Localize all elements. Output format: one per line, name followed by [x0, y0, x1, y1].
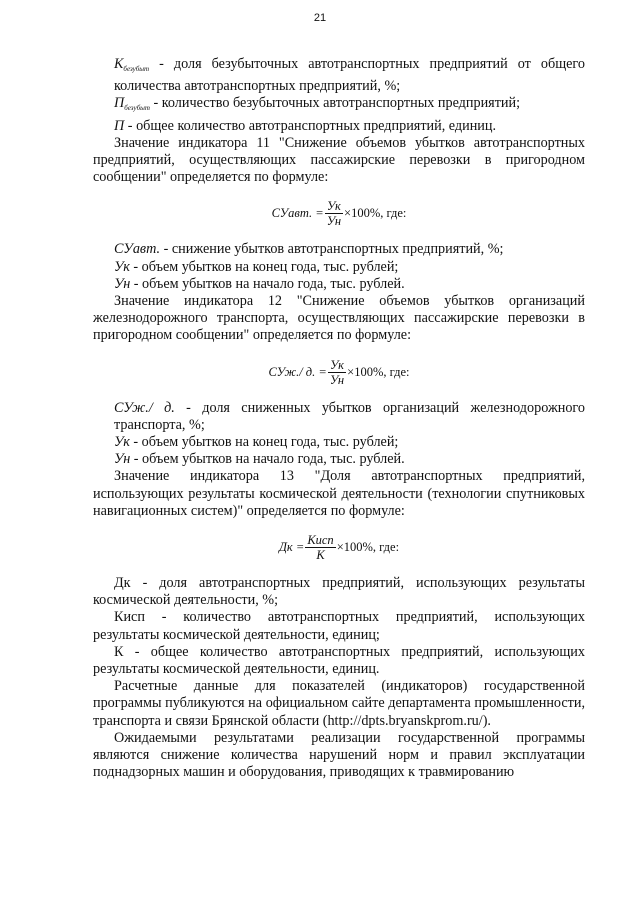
definition-text: - объем убытков на начало года, тыс. рублей.: [130, 275, 405, 292]
def-dk: Дк - доля автотранспортных предприятий, использующих результаты космической деятельности, %;: [93, 575, 585, 609]
formula-tail: , где:: [380, 206, 407, 221]
symbol-subscript: безубыт: [123, 65, 150, 73]
formula-fraction: [305, 533, 335, 562]
symbol: Ун: [114, 451, 131, 468]
indicator-13-paragraph: Значение индикатора 13 "Доля автотранспортных предприятий, использующих результаты космической деятельности (технологии спутниковых навигационных систем)" определяется по формуле:: [93, 468, 585, 519]
symbol: СУавт.: [114, 241, 161, 258]
formula-indicator-12: [93, 358, 585, 387]
definition-text: - объем убытков на начало года, тыс. рублей.: [130, 451, 405, 468]
symbol: П: [114, 95, 125, 112]
def-uk: [93, 434, 585, 451]
indicator-12-paragraph: Значение индикатора 12 "Снижение объемов убытков организаций железнодорожного транспорта, осуществляющих пассажирские перевозки в пригородном сообщении" определяется по формуле:: [93, 293, 585, 344]
expected-results-paragraph: Ожидаемыми результатами реализации государственной программы являются снижение количества нарушений норм и правил эксплуатации поднадзорных машин и оборудования, приводящих к травмированию: [93, 729, 585, 781]
definition-text: - количество безубыточных автотранспортных предприятий;: [149, 95, 521, 112]
formula-lhs: Дк =: [278, 539, 305, 554]
formula-numerator: Кисп: [307, 533, 334, 548]
definition-text: - доля сниженных убытков организаций железнодорожного транспорта, %;: [114, 399, 585, 433]
formula-denominator: Ун: [326, 214, 342, 229]
def-kisp: Кисп - количество автотранспортных предприятий, использующих результаты космической деятельности, единиц;: [93, 609, 585, 643]
definition-text: - снижение убытков автотранспортных предприятий, %;: [160, 241, 504, 258]
symbol: Ук: [114, 434, 130, 451]
formula-numerator: Ук: [330, 357, 344, 372]
formula-fraction: [328, 358, 346, 387]
symbol: К: [114, 56, 124, 72]
symbol: Ун: [114, 275, 131, 292]
formula-tail: , где:: [383, 364, 410, 379]
formula-denominator: Ун: [329, 372, 345, 387]
indicator-11-paragraph: Значение индикатора 11 "Снижение объемов убытков автотранспортных предприятий, осуществляющих пассажирские перевозки в пригородном сообщении" определяется по формуле:: [93, 134, 585, 186]
symbol: П: [114, 117, 125, 134]
symbol-subscript: безубыт: [124, 104, 150, 113]
def-su-avt: [93, 241, 585, 258]
def-un: [93, 451, 585, 468]
formula-indicator-11: [93, 199, 585, 228]
formula-numerator: Ук: [326, 199, 341, 214]
formula-fraction: [325, 199, 343, 228]
formula-rhs: ×100%: [344, 206, 381, 221]
document-body: [93, 56, 585, 782]
symbol: СУж./ д.: [114, 399, 175, 416]
symbol: Ук: [114, 258, 130, 275]
def-p-bezubyt: [93, 95, 585, 117]
def-su-zhd: [93, 400, 585, 434]
page-number: 21: [313, 12, 327, 24]
def-un: [93, 276, 585, 293]
formula-rhs: ×100%: [347, 364, 384, 379]
def-k-bezubyt: [93, 56, 585, 95]
definition-text: - доля безубыточных автотранспортных предприятий от общего количества автотранспортных предприятий, %;: [114, 56, 585, 95]
def-uk: [93, 259, 585, 276]
formula-indicator-13: [93, 533, 585, 562]
definition-text: - объем убытков на конец года, тыс. рублей;: [129, 434, 399, 451]
formula-lhs: СУавт. =: [271, 206, 324, 221]
formula-rhs: ×100%: [336, 539, 373, 554]
definition-text: - объем убытков на конец года, тыс. рублей;: [129, 258, 399, 275]
def-p-total: [93, 118, 585, 135]
formula-lhs: СУж./ д. =: [268, 364, 327, 379]
publication-paragraph: Расчетные данные для показателей (индикаторов) государственной программы публикуются на официальном сайте департамента промышленности, транспорта и связи Брянской области (http://dpts.bryanskprom.ru/).: [93, 678, 585, 729]
formula-tail: , где:: [372, 539, 400, 554]
def-k: К - общее количество автотранспортных предприятий, использующих результаты космической деятельности, единиц.: [93, 643, 585, 678]
definition-text: - общее количество автотранспортных предприятий, единиц.: [124, 117, 497, 134]
formula-denominator: К: [316, 548, 325, 563]
